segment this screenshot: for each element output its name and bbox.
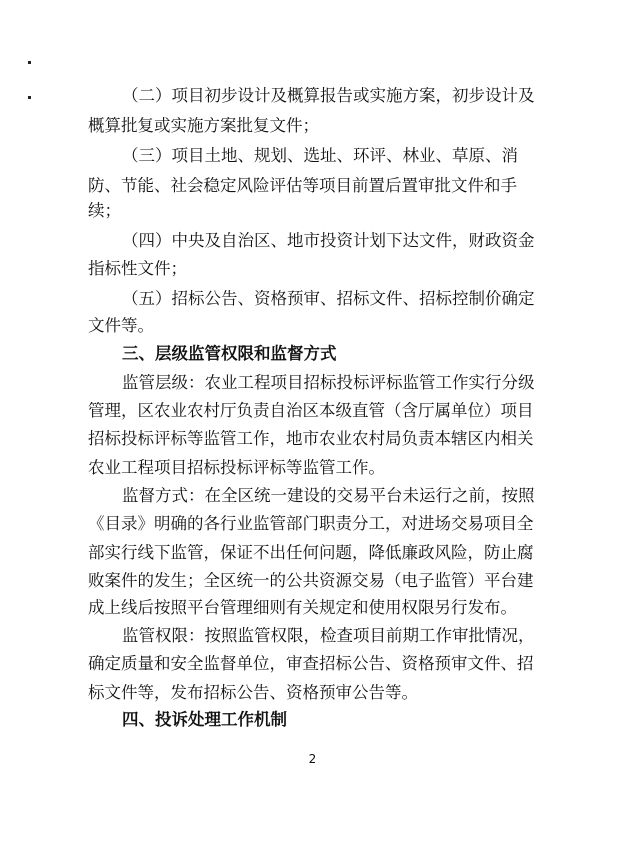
text-line: [0, 286, 625, 312]
text-line: [0, 256, 625, 282]
paragraph-6-line-4: 农业工程项目招标投标评标等监管工作。: [88, 458, 385, 477]
page-number: 2: [308, 752, 317, 766]
text-line: [0, 483, 625, 509]
paragraph-6-line-3: 招标投标评标等监管工作，地市农业农村局负责本辖区内相关: [88, 429, 534, 448]
paragraph-3-line-2: 防、节能、社会稳定风险评估等项目前置后置审批文件和手: [88, 176, 517, 195]
paragraph-2-line-1: （二）项目初步设计及概算报告或实施方案，初步设计及: [122, 86, 535, 105]
paragraph-4-line-1: （四）中央及自治区、地市投资计划下达文件，财政资金: [122, 231, 535, 250]
text-line: [0, 511, 625, 537]
paragraph-4-line-2: 指标性文件；: [88, 259, 187, 278]
text-line: [0, 595, 625, 621]
text-line: [0, 680, 625, 706]
paragraph-6-line-1: 监管层级：农业工程项目招标投标评标监管工作实行分级: [122, 373, 535, 392]
text-line: [0, 173, 625, 199]
text-line: [0, 370, 625, 396]
text-line: [0, 540, 625, 566]
section-heading-4: 四、投诉处理工作机制: [122, 710, 287, 729]
text-line: [0, 623, 625, 649]
text-line: [0, 228, 625, 254]
paragraph-7-line-1: 监督方式：在全区统一建设的交易平台未运行之前，按照: [122, 486, 535, 505]
paragraph-7-line-5: 成上线后按照平台管理细则有关规定和使用权限另行发布。: [88, 598, 517, 617]
text-line: [0, 426, 625, 452]
paragraph-2-line-2: 概算批复或实施方案批复文件；: [88, 116, 319, 135]
paragraph-3-line-1: （三）项目土地、规划、选址、环评、林业、草原、消: [122, 146, 518, 165]
paragraph-5-line-1: （五）招标公告、资格预审、招标文件、招标控制价确定: [122, 289, 535, 308]
text-line: [0, 83, 625, 109]
text-line: [0, 198, 625, 224]
text-line: [0, 313, 625, 339]
text-line: [0, 341, 625, 367]
paragraph-8-line-3: 标文件等，发布招标公告、资格预审公告等。: [88, 683, 418, 702]
text-line: [0, 113, 625, 139]
section-heading-3: 三、层级监管权限和监督方式: [122, 344, 337, 363]
text-line: [0, 143, 625, 169]
text-line: [0, 707, 625, 733]
paragraph-6-line-2: 管理，区农业农村厅负责自治区本级直管（含厅属单位）项目: [88, 401, 534, 420]
text-line: [0, 568, 625, 594]
paragraph-7-line-2: 《目录》明确的各行业监管部门职责分工，对进场交易项目全: [88, 514, 534, 533]
margin-mark-top: [28, 61, 31, 64]
text-line: [0, 398, 625, 424]
paragraph-7-line-3: 部实行线下监管，保证不出任何问题，降低廉政风险，防止腐: [88, 543, 534, 562]
paragraph-8-line-1: 监管权限：按照监管权限，检查项目前期工作审批情况，: [122, 626, 535, 645]
paragraph-3-line-3: 续；: [88, 201, 121, 220]
paragraph-7-line-4: 败案件的发生；全区统一的公共资源交易（电子监管）平台建: [88, 571, 534, 590]
paragraph-5-line-2: 文件等。: [88, 316, 154, 335]
text-line: [0, 455, 625, 481]
paragraph-8-line-2: 确定质量和安全监督单位，审查招标公告、资格预审文件、招: [88, 654, 534, 673]
text-line: [0, 651, 625, 677]
